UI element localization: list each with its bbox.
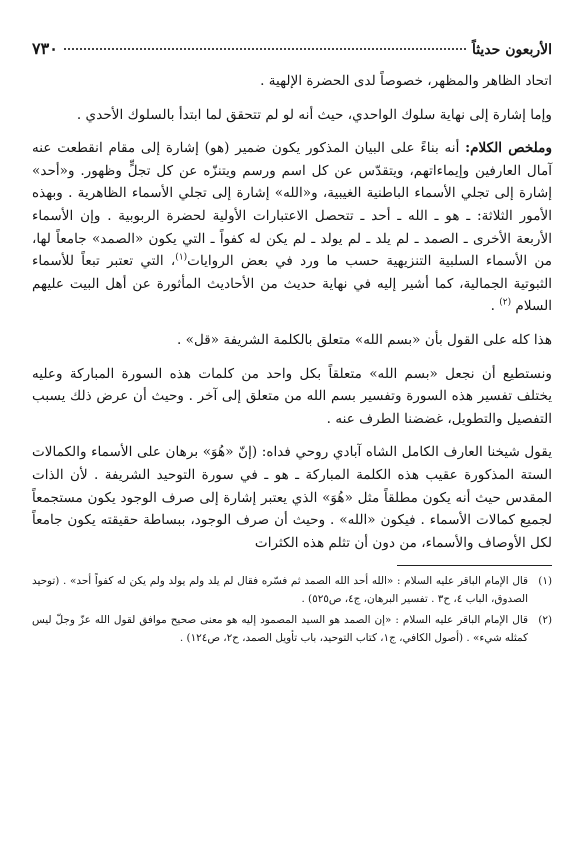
paragraph-text: هذا كله على القول بأن «بسم الله» متعلق بالكلمة الشريفة «قل» .	[177, 331, 552, 348]
running-header	[32, 38, 552, 70]
running-title: الأربعون حديثاً	[471, 42, 552, 58]
paragraph-text: وإما إشارة إلى نهاية سلوك الواحدي، حيث أنه لو لم تتحقق لما ابتدأ بالسلوك الأحدي .	[76, 106, 552, 123]
footnote-number: (١)	[538, 575, 552, 588]
footnote-ref-1[interactable]: (١)	[175, 252, 188, 263]
paragraph-1	[32, 70, 552, 93]
footnote-ref-2[interactable]: (٢)	[499, 297, 512, 308]
main-text	[32, 70, 552, 554]
paragraph-text: ونستطيع أن نجعل «بسم الله» متعلقاً بكل واحد من كلمات هذه السورة المباركة وعليه يختلف تفسير هذه السورة وتفسير بسم الله من متعلق إلى آخر . وحيث أن عرض ذلك يسبب التفصيل والتطويل، غضضنا الطرف عنه .	[32, 365, 552, 427]
paragraph-3	[32, 137, 552, 318]
paragraph-text-end: .	[490, 298, 500, 315]
footnotes	[32, 572, 552, 647]
footnote-number: (٢)	[538, 614, 552, 627]
header-dotted-leader	[64, 48, 466, 50]
footnote-1	[32, 572, 552, 608]
paragraph-text: اتحاد الظاهر والمظهر، خصوصاً لدى الحضرة الإلهية .	[260, 73, 552, 89]
paragraph-6	[32, 441, 552, 554]
footnote-text: قال الإمام الباقر عليه السلام : «الله أحد الله الصمد ثم فسّره فقال لم يلد ولم يولد ولم يكن له كفواً أحد» . (توحيد الصدوق، الباب ٤، ح٣ . تفسير البرهان، ج٤، ص٥٢٥) .	[32, 575, 528, 606]
footnote-text: قال الإمام الباقر عليه السلام : «إن الصمد هو السيد المصمود إليه هو معنى صحيح موافق لقول الله عزّ وجلّ ليس كمثله شيء» . (أصول الكافي، ج١، كتاب التوحيد، باب تأويل الصمد، ح٢، ص١٢٤) .	[32, 614, 528, 645]
paragraph-text-tail: ، التي تعتبر تبعاً للأسماء الثبوتية الجمالية، كما أشير إليه في نهاية حديث من الأحاديث المأثورة عن أهل البيت عليهم السلام	[32, 253, 552, 315]
paragraph-lead: وملخص الكلام:	[465, 140, 553, 157]
paragraph-4	[32, 329, 552, 352]
paragraph-5	[32, 363, 552, 431]
page-number: ٧٣٠	[32, 39, 58, 58]
footnote-separator	[397, 565, 552, 566]
paragraph-text: أنه بناءً على البيان المذكور يكون ضمير (هو) إشارة إلى مقام انقطعت عنه آمال العارفين وإيماءاتهم، ويتقدّس عن كل اسم ورسم ويتنزّه عن كل تجلٍّ وظهور. و«أحد» إشارة إلى تجلي الأسماء الباطنية الغيبية، و«الله» إشارة إلى تجلي الأسماء الظاهرية . وبهذه الأمور الثلاثة: ـ هو ـ الله ـ أحد ـ تتحصل الاعتبارات الأولية لحضرة الربوبية . وإن الأسماء الأربعة الأخرى ـ الصمد ـ لم يلد ـ لم يولد ـ لم يكن له كفواً ـ التي يكون «الصمد» جامعاً لها، من الأسماء السلبية التنزيهية حسب ما ورد في بعض الروايات	[32, 140, 552, 270]
footnote-2	[32, 611, 552, 647]
paragraph-2	[32, 104, 552, 127]
book-page	[32, 38, 552, 818]
paragraph-text: يقول شيخنا العارف الكامل الشاه آبادي روحي فداه: (إنّ «هُوَ» برهان على الأسماء والكمالات الستة المذكورة عقيب هذه الكلمة المباركة ـ هو ـ في سورة التوحيد الشريفة . لأن الذات المقدس حيث أنه يكون مطلقاً مثل «هُوَ» الذي يعتبر إشارة إلى صرف الوجود يكون مستجمعاً لجميع كمالات الأسماء . فيكون «الله» . وحيث أن صرف الوجود، ببساطة حقيقته يكون جامعاً لكل الأوصاف والأسماء، من دون أن تثلم هذه الكثرات	[32, 444, 552, 551]
